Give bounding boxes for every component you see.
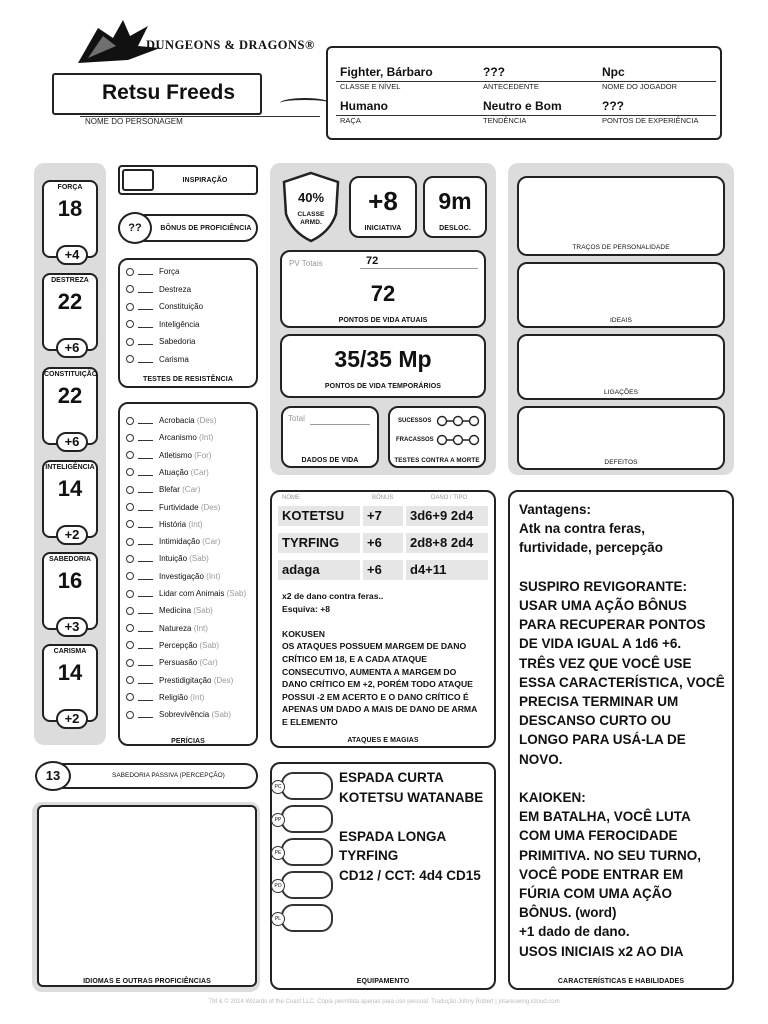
skill-name: Intimidação — [159, 537, 200, 547]
skill-attribute: (Int) — [188, 519, 203, 529]
skill-attribute: (Des) — [196, 416, 217, 425]
attribute-4 — [42, 552, 98, 634]
proficiency-label: BÔNUS DE PROFICIÊNCIA — [160, 225, 252, 232]
proficiency-circle-icon[interactable] — [126, 285, 134, 293]
coin-field[interactable] — [274, 904, 333, 932]
temp-hp-value[interactable]: 35/35 Mp — [334, 346, 432, 372]
attribute-name: SABEDORIA — [48, 556, 91, 563]
death-saves-label: TESTES CONTRA A MORTE — [394, 457, 480, 464]
proficiency-box — [118, 214, 258, 242]
experience-label: PONTOS DE EXPERIÊNCIA — [602, 116, 699, 125]
proficiency-circle-icon[interactable] — [126, 590, 134, 598]
temp-hp-label: PONTOS DE VIDA TEMPORÁRIOS — [324, 383, 442, 390]
attack-row[interactable] — [278, 533, 488, 553]
attribute-name: CONSTITUIÇÃO — [44, 371, 98, 378]
equipment-label: EQUIPAMENTO — [356, 978, 410, 985]
skill-row[interactable] — [126, 554, 209, 563]
skill-row[interactable] — [126, 676, 233, 685]
attribute-name: FORÇA — [57, 184, 83, 191]
saving-throw-name: Constituição — [159, 302, 204, 311]
skill-name: Atuação — [159, 467, 189, 477]
hit-dice-total-label: Total — [288, 414, 305, 423]
skill-row[interactable] — [126, 451, 211, 460]
proficiency-circle-icon[interactable] — [126, 624, 134, 632]
header — [30, 18, 740, 138]
saving-throw-row[interactable] — [126, 302, 203, 311]
saving-throw-row[interactable] — [126, 337, 195, 346]
skill-row[interactable] — [126, 537, 220, 546]
proficiency-circle-icon[interactable] — [126, 693, 134, 701]
bonds-label: LIGAÇÕES — [603, 389, 639, 396]
skill-attribute: (For) — [194, 450, 212, 460]
features-text[interactable]: Vantagens: Atk na contra feras, furtividade, percepção SUSPIRO REVIGORANTE: USAR UMA AÇÃO BÔNUS PARA RECUPERAR PONTOS DE VIDA IGUAL A 1d6 +6. TRÊS VEZ QUE VOCÊ USE ESSA CARACTERÍSTICA, VOCÊ PRECISA TERMINAR UM DESCANSO CURTO OU LONGO PARA USÁ-LA DE NOVO. KAIOKEN: EM BATALHA, VOCÊ LUTA COM UMA FEROCIDADE PRIMITIVA. NO SEU TURNO, VOCÊ PODE ENTRAR EM FÚRIA COM UMA AÇÃO BÔNUS. (word) +1 dado de dano. USOS INICIAIS x2 AO DIA — [519, 502, 725, 959]
proficiency-circle-icon[interactable] — [126, 572, 134, 580]
footer-text: TM & © 2014 Wizards of the Coast LLC. Cópia permitida apenas para uso pessoal. Tradução Johny Robert | jotareuwing.icloud.com — [208, 999, 560, 1005]
max-hp-label: PV Totais — [289, 259, 323, 268]
skill-attribute: (Sab) — [189, 554, 209, 564]
saving-throw-row[interactable] — [126, 355, 189, 364]
logo-text: DUNGEONS & DRAGONS® — [146, 38, 315, 52]
skill-name: Natureza — [159, 623, 192, 633]
proficiency-value[interactable]: ?? — [118, 212, 152, 244]
attribute-modifier[interactable]: +4 — [56, 245, 88, 265]
skill-name: Lidar com Animais — [159, 589, 225, 598]
skill-row[interactable] — [126, 606, 213, 615]
proficiency-circle-icon[interactable] — [126, 303, 134, 311]
coin-label: PL — [271, 912, 285, 926]
features-label: CARACTERÍSTICAS E HABILIDADES — [557, 978, 685, 985]
skill-name: Percepção — [159, 640, 198, 650]
languages-label: IDIOMAS E OUTRAS PROFICIÊNCIAS — [83, 978, 211, 985]
skill-attribute: (Car) — [202, 537, 221, 547]
attribute-modifier[interactable]: +6 — [56, 338, 88, 358]
proficiency-circle-icon[interactable] — [126, 338, 134, 346]
proficiency-circle-icon[interactable] — [126, 711, 134, 719]
attribute-modifier[interactable]: +6 — [56, 432, 88, 452]
skill-row[interactable] — [126, 416, 216, 425]
proficiency-circle-icon[interactable] — [126, 486, 134, 494]
skill-attribute: (Sab) — [193, 606, 213, 616]
player-name-label: NOME DO JOGADOR — [602, 82, 678, 91]
skill-name: Furtividade — [159, 502, 199, 512]
background[interactable]: ??? — [483, 65, 505, 79]
skill-name: Persuasão — [159, 658, 198, 668]
attribute-0 — [42, 180, 98, 262]
proficiency-circle-icon[interactable] — [126, 417, 134, 425]
attribute-5 — [42, 644, 98, 726]
proficiency-circle-icon[interactable] — [126, 355, 134, 363]
attribute-score[interactable]: 18 — [57, 196, 83, 221]
skill-name: Religião — [159, 692, 188, 702]
attacks-col-name: NOME — [282, 495, 300, 501]
ideals-label: IDEAIS — [610, 317, 632, 324]
attacks-col-bonus: BÔNUS — [372, 495, 394, 501]
attack-bonus[interactable]: +6 — [363, 560, 403, 580]
armor-class-label: CLASSE ARMD. — [297, 211, 325, 226]
proficiency-circle-icon[interactable] — [126, 520, 134, 528]
proficiency-circle-icon[interactable] — [126, 659, 134, 667]
skill-name: Arcanismo — [159, 433, 197, 443]
attribute-modifier[interactable]: +3 — [56, 617, 88, 637]
saving-throws-title: TESTES DE RESISTÊNCIA — [142, 376, 233, 383]
alignment-label: TENDÊNCIA — [483, 116, 527, 125]
skill-attribute: (Int) — [206, 571, 221, 581]
inspiration-checkbox[interactable] — [122, 169, 154, 191]
class-level[interactable]: Fighter, Bárbaro — [340, 65, 433, 79]
attack-name[interactable]: adaga — [278, 560, 360, 580]
logo — [68, 18, 368, 68]
skill-row[interactable] — [126, 710, 231, 719]
attribute-name: INTELIGÊNCIA — [45, 464, 95, 471]
inspiration-label: INSPIRAÇÃO — [182, 177, 228, 184]
saving-throw-name: Sabedoria — [159, 337, 196, 346]
skill-attribute: (Int) — [199, 433, 214, 443]
skills-title: PERÍCIAS — [171, 738, 205, 745]
experience[interactable]: ??? — [602, 99, 624, 113]
skill-attribute: (Int) — [190, 692, 205, 702]
attack-damage[interactable]: 3d6+9 2d4 — [406, 506, 488, 526]
speed-value[interactable]: 9m — [438, 188, 472, 214]
saving-throw-row[interactable] — [126, 285, 191, 294]
proficiency-circle-icon[interactable] — [126, 607, 134, 615]
proficiency-circle-icon[interactable] — [126, 320, 134, 328]
inspiration-box[interactable] — [118, 165, 258, 195]
attribute-name: CARISMA — [53, 648, 87, 655]
attack-name[interactable]: TYRFING — [278, 533, 360, 553]
skill-attribute: (Int) — [193, 623, 208, 633]
current-hp-label: PONTOS DE VIDA ATUAIS — [338, 317, 428, 324]
character-name-label: NOME DO PERSONAGEM — [85, 117, 183, 126]
current-hp-value[interactable]: 72 — [370, 281, 396, 306]
proficiency-circle-icon[interactable] — [126, 451, 134, 459]
proficiency-circle-icon[interactable] — [126, 538, 134, 546]
skill-row[interactable] — [126, 485, 200, 494]
skill-attribute: (Car) — [182, 485, 201, 495]
attribute-name: DESTREZA — [51, 277, 89, 284]
attribute-score[interactable]: 22 — [57, 289, 83, 314]
flaws-label: DEFEITOS — [604, 459, 638, 466]
skill-row[interactable] — [126, 572, 220, 581]
skill-row[interactable] — [126, 433, 213, 442]
skill-row[interactable] — [126, 520, 203, 529]
coin-field[interactable] — [274, 772, 333, 800]
attribute-score[interactable]: 22 — [57, 383, 83, 408]
attacks-label: ATAQUES E MAGIAS — [347, 737, 419, 744]
skill-name: Medicina — [159, 606, 192, 616]
languages-box[interactable] — [37, 805, 257, 987]
attack-name[interactable]: KOTETSU — [278, 506, 360, 526]
death-successes-label: SUCESSOS — [398, 418, 432, 424]
class-level-label: CLASSE E NÍVEL — [340, 82, 401, 91]
skill-name: Atletismo — [159, 450, 192, 460]
skill-name: Blefar — [159, 485, 180, 495]
attribute-3 — [42, 460, 98, 542]
alignment[interactable]: Neutro e Bom — [483, 99, 562, 113]
skill-row[interactable] — [126, 658, 218, 667]
info-box — [326, 46, 722, 140]
skill-name: Sobrevivência — [159, 710, 210, 720]
skill-attribute: (Car) — [199, 658, 218, 668]
passive-perception-value[interactable]: 13 — [35, 761, 71, 791]
armor-class-value[interactable]: 40% — [297, 190, 325, 205]
skill-name: Acrobacia — [159, 416, 195, 425]
skill-attribute: (Sab) — [211, 710, 232, 720]
proficiency-circle-icon[interactable] — [126, 503, 134, 511]
passive-perception-label: SABEDORIA PASSIVA (PERCEPÇÃO) — [112, 772, 225, 779]
skill-row[interactable] — [126, 503, 220, 512]
coin-field[interactable] — [274, 805, 333, 833]
attack-damage[interactable]: d4+11 — [406, 560, 488, 580]
attribute-score[interactable]: 14 — [57, 660, 83, 685]
saving-throw-name: Destreza — [159, 284, 192, 294]
skill-row[interactable] — [126, 468, 209, 477]
proficiency-circle-icon[interactable] — [126, 434, 134, 442]
attribute-score[interactable]: 14 — [57, 476, 83, 501]
death-successes-circles-icon[interactable] — [436, 415, 480, 427]
attribute-score[interactable]: 16 — [57, 568, 83, 593]
proficiency-circle-icon[interactable] — [126, 468, 134, 476]
skill-attribute: (Des) — [213, 675, 234, 685]
skill-name: História — [159, 519, 187, 529]
skill-attribute: (Des) — [200, 502, 221, 512]
coin-label: PO — [271, 879, 285, 893]
proficiency-circle-icon[interactable] — [126, 641, 134, 649]
attribute-modifier[interactable]: +2 — [56, 525, 88, 545]
equipment-text[interactable]: ESPADA CURTA KOTETSU WATANABE ESPADA LONGA TYRFING CD12 / CCT: 4d4 CD15 — [339, 770, 484, 883]
hit-dice-label: DADOS DE VIDA — [301, 457, 359, 464]
initiative-label: INICIATIVA — [364, 225, 402, 232]
proficiency-circle-icon[interactable] — [126, 555, 134, 563]
attribute-2 — [42, 367, 98, 449]
race-label: RAÇA — [340, 116, 361, 125]
skill-name: Investigação — [159, 571, 204, 581]
coin-label: PE — [271, 846, 285, 860]
skill-attribute: (Sab) — [226, 589, 247, 598]
skill-row[interactable] — [126, 589, 246, 598]
death-failures-circles-icon[interactable] — [436, 434, 480, 446]
attacks-col-damage: DANO / TIPO — [431, 495, 468, 501]
proficiency-circle-icon[interactable] — [126, 268, 134, 276]
skill-row[interactable] — [126, 693, 204, 702]
attack-damage[interactable]: 2d8+8 2d4 — [406, 533, 488, 553]
attack-bonus[interactable]: +6 — [363, 533, 403, 553]
attack-row[interactable] — [278, 560, 488, 580]
skill-row[interactable] — [126, 641, 219, 650]
skill-name: Prestidigitação — [159, 675, 212, 685]
initiative-value[interactable]: +8 — [368, 186, 398, 216]
max-hp-value[interactable]: 72 — [366, 255, 379, 267]
race[interactable]: Humano — [340, 99, 388, 113]
skill-name: Intuição — [159, 554, 188, 564]
saving-throw-name: Força — [159, 267, 180, 276]
personality-traits-label: TRAÇOS DE PERSONALIDADE — [572, 244, 670, 251]
coin-field[interactable] — [274, 838, 333, 866]
background-label: ANTECEDENTE — [483, 82, 539, 91]
coin-field[interactable] — [274, 871, 333, 899]
attack-row[interactable] — [278, 506, 488, 526]
character-name[interactable]: Retsu Freeds — [102, 81, 236, 104]
skill-row[interactable] — [126, 624, 208, 633]
speed-label: DESLOC. — [439, 225, 471, 232]
saving-throw-row[interactable] — [126, 320, 199, 329]
saving-throw-name: Inteligência — [159, 319, 200, 329]
attribute-modifier[interactable]: +2 — [56, 709, 88, 729]
death-failures-label: FRACASSOS — [396, 437, 434, 443]
armor-class-shield-icon — [280, 170, 342, 244]
saving-throw-row[interactable] — [126, 267, 179, 276]
coin-label: PC — [271, 780, 285, 794]
player-name[interactable]: Npc — [602, 65, 625, 79]
proficiency-circle-icon[interactable] — [126, 676, 134, 684]
attack-bonus[interactable]: +7 — [363, 506, 403, 526]
skill-attribute: (Car) — [190, 467, 209, 477]
attacks-notes[interactable]: x2 de dano contra feras.. Esquiva: +8 KOKUSEN OS ATAQUES POSSUEM MARGEM DE DANO CRÍTICO EM 18, E A CADA ATAQUE CONSECUTIVO, AUMENTA A MARGEM DO DANO CRÍTICO EM +2, PORÉM TODO ATAQUE POSSUI -2 EM ACERTO E O DANO CRÍTICO É APENAS UM DADO A MAIS DE DANO DE ARMA E ELEMENTO — [282, 591, 477, 727]
coin-label: PP — [271, 813, 285, 827]
passive-perception-box — [36, 763, 258, 789]
saving-throw-name: Carisma — [159, 354, 189, 364]
attribute-1 — [42, 273, 98, 355]
skill-attribute: (Sab) — [199, 640, 220, 650]
